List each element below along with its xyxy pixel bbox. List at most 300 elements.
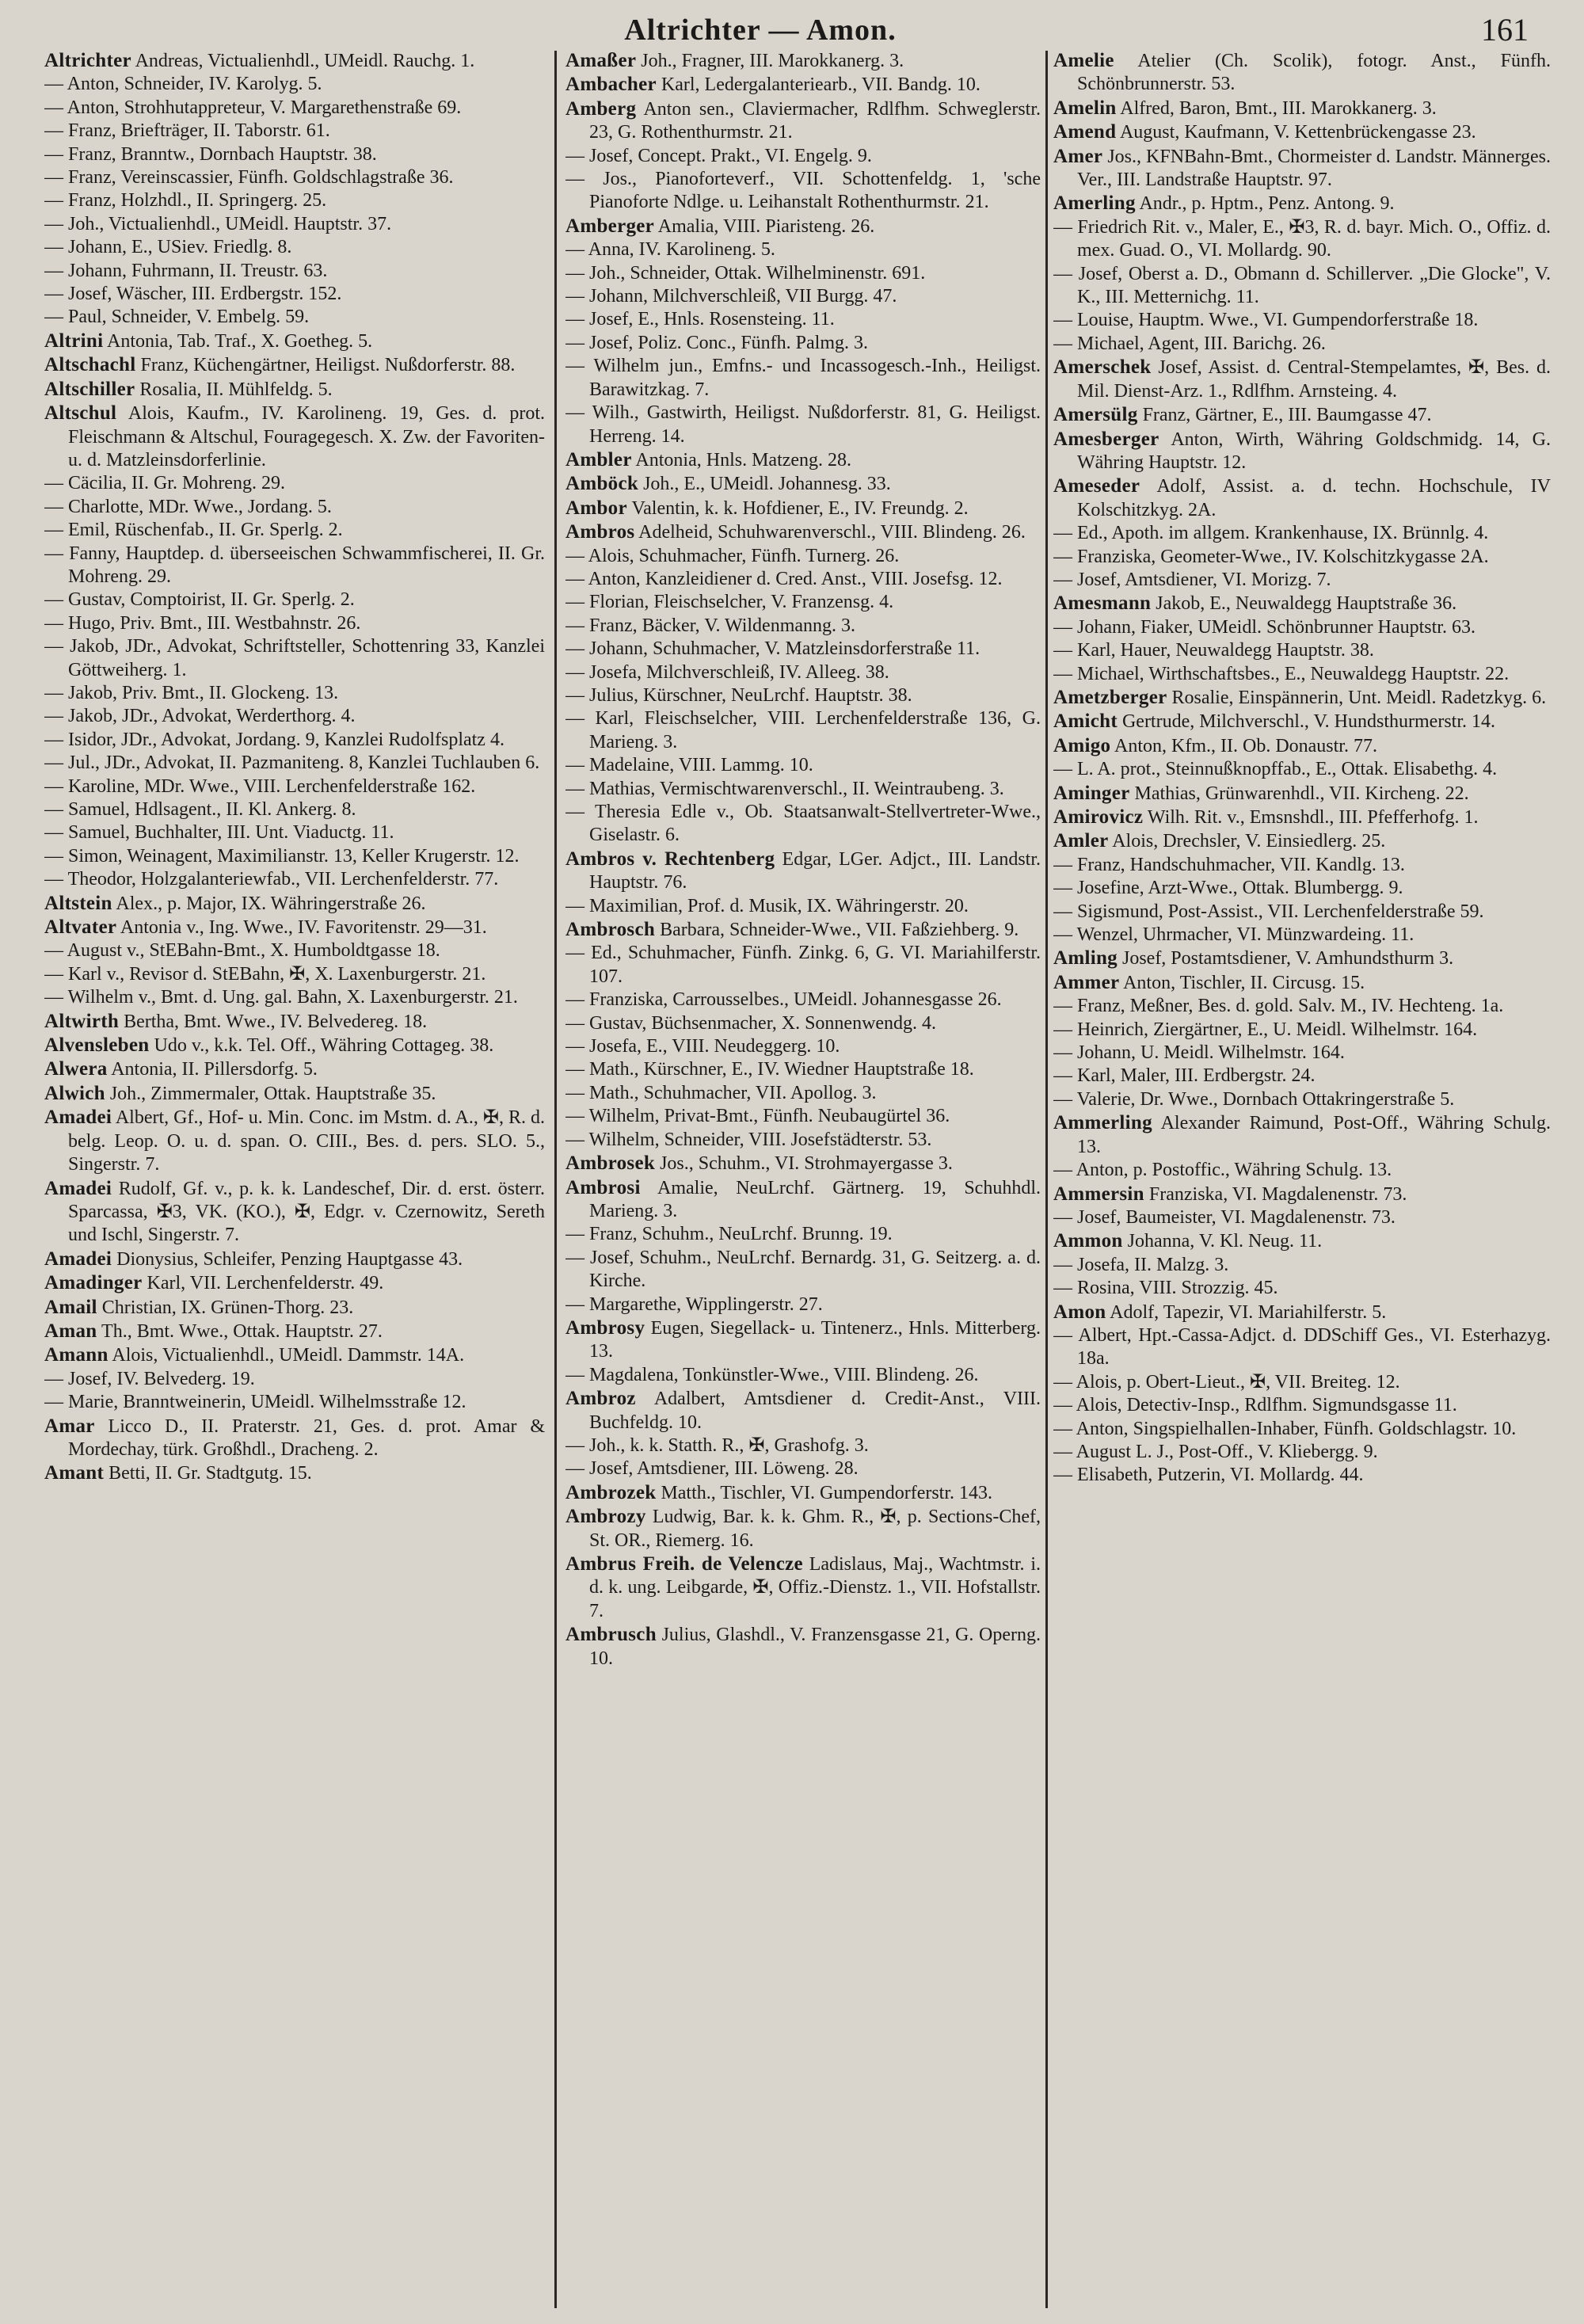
entry-details: — Joh., k. k. Statth. R., ✠, Grashofg. 3. [565, 1434, 869, 1456]
directory-entry [44, 916, 545, 939]
entry-details: — Josef, Poliz. Conc., Fünfh. Palmg. 3. [565, 332, 868, 353]
entry-details: Barbara, Schneider-Wwe., VII. Faßziehberg. 9. [655, 920, 1019, 941]
entry-surname: Ambros [565, 521, 635, 543]
directory-entry [565, 895, 1041, 918]
entry-details: — Charlotte, MDr. Wwe., Jordang. 5. [44, 496, 332, 517]
entry-details: — Franz, Briefträger, II. Taborstr. 61. [44, 120, 330, 142]
directory-entry [1053, 924, 1551, 947]
directory-entry [44, 798, 545, 821]
entry-details: Alfred, Baron, Bmt., III. Marokkanerg. 3. [1116, 97, 1437, 119]
entry-surname: Altvater [44, 916, 117, 939]
entry-surname: Amelie [1053, 50, 1114, 71]
directory-entry [44, 330, 545, 353]
directory-entry [44, 543, 545, 589]
entry-surname: Ammerling [1053, 1112, 1152, 1134]
entry-surname: Ambrosy [565, 1316, 645, 1339]
entry-details: — Johann, U. Meidl. Wilhelmstr. 164. [1053, 1042, 1345, 1064]
directory-entry [1053, 569, 1551, 592]
entry-surname: Ambrusch [565, 1624, 657, 1646]
entry-surname: Amböck [565, 473, 639, 495]
directory-entry [44, 306, 545, 329]
directory-entry [1053, 97, 1551, 120]
entry-details: — Wilh., Gastwirth, Heiligst. Nußdorferstr. 81, G. Heiligst. Herreng. 14. [565, 402, 1041, 447]
entry-details: — Albert, Hpt.-Cassa-Adjct. d. DDSchiff Ges., VI. Esterhazyg. 18a. [1053, 1324, 1551, 1370]
directory-entry [565, 262, 1041, 285]
entry-details: — Jakob, JDr., Advokat, Werderthorg. 4. [44, 706, 356, 727]
entry-details: — Anton, Schneider, IV. Karolyg. 5. [44, 74, 322, 95]
entry-details: Edgar, LGer. Adjct., III. Landstr. Hauptstr. 76. [589, 848, 1041, 893]
entry-details: — Mathias, Vermischtwarenverschl., II. Weintraubeng. 3. [565, 778, 1004, 799]
directory-entry [44, 1177, 545, 1248]
entry-details: — Isidor, JDr., Advokat, Jordang. 9, Kanzlei Rudolfsplatz 4. [44, 729, 505, 750]
entry-details: — Johann, Fuhrmann, II. Treustr. 63. [44, 260, 328, 281]
directory-entry [44, 378, 545, 402]
entry-details: Bertha, Bmt. Wwe., IV. Belvedereg. 18. [119, 1011, 428, 1032]
entry-details: — Fanny, Hauptdep. d. überseeischen Schwammfischerei, II. Gr. Mohreng. 29. [44, 543, 545, 587]
entry-details: — Julius, Kürschner, NeuLrchf. Hauptstr. 38. [565, 684, 912, 706]
entry-details: — Franz, Branntw., Dornbach Hauptstr. 38. [44, 143, 377, 165]
directory-entry [44, 1320, 545, 1343]
entry-details: — Cäcilia, II. Gr. Mohreng. 29. [44, 473, 285, 494]
entry-details: Rudolf, Gf. v., p. k. k. Landeschef, Dir. d. erst. österr. Sparcassa, ✠3, VK. (KO.), ✠, Edgr. v. Czernowitz, Sereth und Ischl, Singerstr. 7. [68, 1178, 545, 1246]
entry-surname: Ambor [565, 497, 627, 519]
entry-details: — Franz, Vereinscassier, Fünfh. Goldschlagstraße 36. [44, 167, 454, 189]
entry-details: — Samuel, Buchhalter, III. Unt. Viaductg. 11. [44, 822, 394, 844]
entry-details: — Theresia Edle v., Ob. Staatsanwalt-Stellvertreter-Wwe., Giselastr. 6. [565, 802, 1041, 846]
entry-details: — Louise, Hauptm. Wwe., VI. Gumpendorferstraße 18. [1053, 310, 1479, 331]
directory-entry [44, 1106, 545, 1176]
entry-details: Adelheid, Schuhwarenverschl., VIII. Blindeng. 26. [634, 522, 1026, 543]
directory-entry [1053, 1206, 1551, 1229]
entry-details: — Marie, Branntweinerin, UMeidl. Wilhelmsstraße 12. [44, 1392, 466, 1413]
entry-surname: Ambrozek [565, 1481, 657, 1503]
entry-details: — Karoline, MDr. Wwe., VIII. Lerchenfelderstraße 162. [44, 775, 476, 797]
entry-surname: Amon [1053, 1301, 1106, 1323]
directory-entry [1053, 216, 1551, 263]
entry-details: — Wenzel, Uhrmacher, VI. Münzwardeing. 11. [1053, 924, 1415, 946]
entry-surname: Ammon [1053, 1230, 1123, 1252]
directory-entry [44, 49, 545, 73]
page-header [0, 6, 1584, 54]
directory-entry [44, 283, 545, 306]
entry-surname: Altschachl [44, 354, 136, 376]
directory-entry [44, 752, 545, 775]
entry-details: Rosalia, II. Mühlfeldg. 5. [135, 379, 333, 400]
entry-surname: Ambler [565, 448, 632, 471]
entry-details: Karl, Ledergalanteriearb., VII. Bandg. 10. [656, 74, 980, 96]
directory-entry [44, 1343, 545, 1367]
directory-entry [44, 845, 545, 868]
entry-surname: Amer [1053, 145, 1103, 167]
directory-entry [565, 520, 1041, 544]
directory-entry [1053, 806, 1551, 829]
directory-entry [565, 1293, 1041, 1316]
entry-details: — Josefine, Arzt-Wwe., Ottak. Blumbergg. 9. [1053, 878, 1403, 899]
directory-entry [1053, 1019, 1551, 1042]
directory-entry [565, 801, 1041, 848]
directory-entry [1053, 403, 1551, 427]
entry-surname: Ambrus Freih. de Velencze [565, 1553, 803, 1575]
entry-details: Anton, Wirth, Währing Goldschmidg. 14, G. Währing Hauptstr. 12. [1077, 429, 1551, 473]
directory-entry [1053, 1277, 1551, 1300]
directory-entry [565, 1481, 1041, 1505]
entry-surname: Ambacher [565, 74, 657, 96]
entry-surname: Ammer [1053, 971, 1120, 993]
entry-surname: Amant [44, 1462, 105, 1484]
entry-details: Atelier (Ch. Scolik), fotogr. Anst., Fünfh. Schönbrunnerstr. 53. [1077, 51, 1551, 95]
entry-details: — Rosina, VIII. Strozzig. 45. [1053, 1278, 1278, 1299]
entry-details: — Madelaine, VIII. Lammg. 10. [565, 755, 813, 776]
entry-surname: Amaßer [565, 50, 637, 71]
directory-entry [1053, 901, 1551, 924]
entry-details: — Franz, Schuhm., NeuLrchf. Brunng. 19. [565, 1224, 893, 1245]
entry-surname: Amicht [1053, 711, 1118, 733]
entry-surname: Amadei [44, 1107, 112, 1129]
entry-details: Jos., Schuhm., VI. Strohmayergasse 3. [655, 1153, 953, 1175]
entry-details: Ludwig, Bar. k. k. Ghm. R., ✠, p. Sections-Chef, St. OR., Riemerg. 16. [589, 1507, 1041, 1551]
entry-details: Eugen, Siegellack- u. Tintenerz., Hnls. Mitterberg. 13. [589, 1317, 1041, 1362]
entry-surname: Ametzberger [1053, 686, 1167, 708]
directory-entry [565, 754, 1041, 777]
entry-details: — Josef, IV. Belvederg. 19. [44, 1368, 255, 1389]
directory-entry [44, 1034, 545, 1057]
directory-entry [1053, 145, 1551, 192]
directory-entry [565, 661, 1041, 684]
entry-details: Josef, Assist. d. Central-Stempelamtes, ✠, Bes. d. Mil. Dienst-Arz. 1., Rdlfhm. Arnsteing. 4. [1077, 357, 1551, 402]
directory-entry [1053, 1088, 1551, 1111]
directory-entry [1053, 1229, 1551, 1253]
entry-details: Matth., Tischler, VI. Gumpendorferstr. 143. [656, 1482, 993, 1503]
entry-details: — August L. J., Post-Off., V. Kliebergg. 9. [1053, 1441, 1378, 1462]
directory-entry [44, 682, 545, 705]
directory-entry [565, 1058, 1041, 1081]
directory-entry [1053, 1394, 1551, 1417]
directory-entry [44, 166, 545, 189]
directory-entry [44, 821, 545, 844]
directory-entry [565, 448, 1041, 472]
entry-details: — Alois, p. Obert-Lieut., ✠, VII. Breiteg. 12. [1053, 1371, 1400, 1392]
directory-entry [565, 308, 1041, 331]
directory-entry [1053, 782, 1551, 806]
entry-details: — Jos., Pianoforteverf., VII. Schottenfeldg. 1, 'sche Pianoforte Ndlge. u. Leihanstalt Rothenthurmstr. 21. [565, 169, 1041, 213]
entry-details: — Josef, Schuhm., NeuLrchf. Bernardg. 31, G. Seitzerg. a. d. Kirche. [565, 1247, 1041, 1292]
directory-entry [565, 285, 1041, 308]
entry-details: — Franz, Bäcker, V. Wildenmanng. 3. [565, 615, 856, 636]
entry-details: Albert, Gf., Hof- u. Min. Conc. im Mstm. d. A., ✠, R. d. belg. Leop. O. u. d. span. O. CIII., Bes. d. pers. SLO. 5., Singerstr. 7. [68, 1107, 545, 1175]
directory-entry [44, 892, 545, 916]
entry-details: — Johann, Fiaker, UMeidl. Schönbrunner Hauptstr. 63. [1053, 616, 1475, 638]
entry-details: — Math., Kürschner, E., IV. Wiedner Hauptstraße 18. [565, 1059, 974, 1080]
directory-entry [1053, 663, 1551, 686]
entry-details: — Math., Schuhmacher, VII. Apollog. 3. [565, 1082, 877, 1103]
directory-entry [565, 778, 1041, 801]
entry-details: Th., Bmt. Wwe., Ottak. Hauptstr. 27. [97, 1320, 383, 1342]
entry-details: — Samuel, Hdlsagent., II. Kl. Ankerg. 8. [44, 799, 356, 820]
entry-details: Adalbert, Amtsdiener d. Credit-Anst., VIII. Buchfeldg. 10. [589, 1389, 1041, 1433]
entry-details: — Valerie, Dr. Wwe., Dornbach Ottakringerstraße 5. [1053, 1088, 1455, 1110]
entry-details: — Paul, Schneider, V. Embelg. 59. [44, 307, 310, 328]
entry-details: Anton, Kfm., II. Ob. Donaustr. 77. [1110, 735, 1377, 756]
directory-entry [1053, 120, 1551, 144]
entry-details: — Wilhelm v., Bmt. d. Ung. gal. Bahn, X. Laxenburgerstr. 21. [44, 987, 518, 1008]
directory-entry [1053, 710, 1551, 733]
entry-surname: Altrini [44, 330, 104, 352]
entry-details: — Wilhelm, Schneider, VIII. Josefstädterstr. 53. [565, 1129, 932, 1150]
entry-details: — Elisabeth, Putzerin, VI. Mollardg. 44. [1053, 1465, 1364, 1486]
directory-entry [1053, 947, 1551, 970]
entry-surname: Amigo [1053, 734, 1111, 756]
directory-entry [44, 729, 545, 752]
directory-entry [565, 49, 1041, 73]
entry-details: Ladislaus, Maj., Wachtmstr. i. d. k. ung. Leibgarde, ✠, Offiz.-Dienstz. 1., VII. Hofstallstr. 7. [589, 1554, 1041, 1621]
entry-surname: Amler [1053, 830, 1109, 852]
directory-entry [1053, 1111, 1551, 1159]
entry-surname: Ambros v. Rechtenberg [565, 848, 775, 870]
entry-surname: Amail [44, 1296, 97, 1318]
directory-entry [1053, 546, 1551, 569]
running-title: Altrichter — Amon. [624, 13, 897, 47]
entry-details: — Jul., JDr., Advokat, II. Pazmaniteng. 8, Kanzlei Tuchlauben 6. [44, 752, 540, 774]
entry-details: — Ed., Schuhmacher, Fünfh. Zinkg. 6, G. VI. Mariahilferstr. 107. [565, 943, 1041, 987]
directory-entry [1053, 758, 1551, 781]
entry-details: Karl, VII. Lerchenfelderstr. 49. [142, 1273, 384, 1294]
directory-entry [44, 236, 545, 259]
entry-details: Joh., Zimmermaler, Ottak. Hauptstraße 35. [105, 1083, 436, 1104]
entry-details: Alexander Raimund, Post-Off., Währing Schulg. 13. [1077, 1113, 1551, 1157]
entry-details: — Gustav, Büchsenmacher, X. Sonnenwendg. 4. [565, 1012, 937, 1034]
directory-entry [1053, 734, 1551, 758]
directory-entry [44, 519, 545, 542]
column-divider [554, 51, 557, 2308]
directory-entry [565, 1105, 1041, 1128]
entry-details: — Joh., Schneider, Ottak. Wilhelminenstr. 691. [565, 262, 926, 284]
entry-details: Franz, Gärtner, E., III. Baumgasse 47. [1137, 405, 1432, 426]
directory-entry [565, 918, 1041, 942]
entry-details: — Franz, Meßner, Bes. d. gold. Salv. M., IV. Hechteng. 1a. [1053, 996, 1504, 1017]
directory-entry [44, 1271, 545, 1295]
entry-details: — Gustav, Comptoirist, II. Gr. Sperlg. 2. [44, 589, 355, 611]
directory-entry [565, 497, 1041, 520]
column-1 [44, 49, 545, 2314]
entry-details: Alois, Victualienhdl., UMeidl. Dammstr. 14A. [108, 1345, 465, 1366]
directory-entry [1053, 192, 1551, 215]
entry-details: — Florian, Fleischselcher, V. Franzensg. 4. [565, 592, 894, 613]
entry-details: Johanna, V. Kl. Neug. 11. [1122, 1231, 1323, 1252]
entry-details: Adolf, Assist. a. d. techn. Hochschule, IV Kolschitzkyg. 2A. [1077, 476, 1551, 520]
directory-entry [44, 260, 545, 283]
entry-details: — Michael, Wirthschaftsbes., E., Neuwaldegg Hauptstr. 22. [1053, 663, 1510, 684]
entry-details: — Alois, Detectiv-Insp., Rdlfhm. Sigmundsgasse 11. [1053, 1395, 1457, 1416]
directory-entry [565, 591, 1041, 614]
directory-entry [44, 1368, 545, 1391]
entry-details: Valentin, k. k. Hofdiener, E., IV. Freundg. 2. [626, 497, 969, 519]
entry-details: — Josef, Baumeister, VI. Magdalenenstr. 73. [1053, 1206, 1396, 1228]
directory-entry [1053, 1301, 1551, 1324]
entry-surname: Amelin [1053, 97, 1117, 119]
directory-entry [565, 1387, 1041, 1434]
entry-details: — Hugo, Priv. Bmt., III. Westbahnstr. 26. [44, 612, 361, 634]
entry-details: Amalie, NeuLrchf. Gärtnerg. 19, Schuhhdl. Marieng. 3. [589, 1177, 1041, 1221]
entry-details: August, Kaufmann, V. Kettenbrückengasse 23. [1116, 122, 1476, 143]
entry-details: Mathias, Grünwarenhdl., VII. Kircheng. 22. [1129, 783, 1469, 804]
entry-details: — Josefa, II. Malzg. 3. [1053, 1254, 1229, 1275]
entry-details: Antonia v., Ing. Wwe., IV. Favoritenstr. 29—31. [116, 917, 487, 939]
entry-details: — Josef, Amtsdiener, III. Löweng. 28. [565, 1458, 859, 1480]
entry-surname: Ambrosek [565, 1152, 656, 1175]
directory-entry [44, 612, 545, 635]
entry-surname: Altstein [44, 892, 112, 914]
directory-entry [565, 545, 1041, 568]
directory-entry [44, 189, 545, 212]
entry-details: Gertrude, Milchverschl., V. Hundsthurmerstr. 14. [1117, 711, 1495, 733]
directory-entry [1053, 639, 1551, 662]
directory-entry [1053, 1042, 1551, 1065]
entry-details: Anton, Tischler, II. Circusg. 15. [1119, 972, 1365, 993]
entry-details: — Josef, Oberst a. D., Obmann d. Schillerver. „Die Glocke", V. K., III. Metternichg. 11. [1053, 263, 1551, 308]
directory-entry [44, 213, 545, 236]
entry-details: Alois, Kaufm., IV. Karolineng. 19, Ges. d. prot. Fleischmann & Altschul, Fouragegesch. X. Zw. der Favoriten- u. d. Matzleinsdorferlinie. [68, 403, 545, 471]
entry-details: — August v., StEBahn-Bmt., X. Humboldtgasse 18. [44, 940, 440, 962]
entry-details: — Josef, Wäscher, III. Erdbergstr. 152. [44, 284, 342, 305]
entry-surname: Ambrozy [565, 1506, 646, 1528]
directory-entry [565, 97, 1041, 145]
entry-details: — Josef, Amtsdiener, VI. Morizg. 7. [1053, 569, 1331, 590]
directory-entry [1053, 309, 1551, 332]
directory-entry [1053, 1183, 1551, 1206]
entry-surname: Amberg [565, 97, 637, 120]
directory-entry [565, 1364, 1041, 1387]
entry-details: — Josef, Concept. Prakt., VI. Engelg. 9. [565, 145, 872, 166]
entry-details: Adolf, Tapezir, VI. Mariahilferstr. 5. [1106, 1301, 1387, 1323]
entry-surname: Altrichter [44, 50, 131, 71]
directory-entry [565, 615, 1041, 638]
directory-entry [565, 1082, 1041, 1105]
directory-entry [565, 1457, 1041, 1480]
entry-details: — Joh., Victualienhdl., UMeidl. Hauptstr. 37. [44, 213, 392, 234]
entry-details: — Simon, Weinagent, Maximilianstr. 13, Keller Krugerstr. 12. [44, 845, 520, 867]
directory-entry [44, 472, 545, 495]
entry-details: — Josef, E., Hnls. Rosensteing. 11. [565, 309, 835, 330]
entry-surname: Altwirth [44, 1010, 120, 1032]
entry-details: Christian, IX. Grünen-Thorg. 23. [97, 1297, 354, 1318]
entry-surname: Amadei [44, 1248, 112, 1270]
entry-details: — Karl, Maler, III. Erdbergstr. 24. [1053, 1065, 1316, 1087]
directory-entry [565, 215, 1041, 238]
directory-entry [565, 638, 1041, 661]
directory-entry [44, 496, 545, 519]
directory-entry [565, 145, 1041, 168]
directory-entry [1053, 522, 1551, 545]
entry-details: Joh., E., UMeidl. Johannesg. 33. [638, 474, 891, 495]
entry-surname: Amling [1053, 947, 1118, 970]
entry-details: — Alois, Schuhmacher, Fünfh. Turnerg. 26. [565, 545, 900, 566]
entry-surname: Amerling [1053, 192, 1136, 215]
entry-surname: Amesberger [1053, 428, 1159, 450]
directory-entry [565, 1553, 1041, 1623]
entry-surname: Aman [44, 1320, 97, 1342]
directory-entry [44, 589, 545, 611]
directory-entry [565, 989, 1041, 1012]
entry-surname: Alvensleben [44, 1034, 150, 1057]
entry-details: Licco D., II. Praterstr. 21, Ges. d. prot. Amar & Mordechay, türk. Großhdl., Dracheng. 2. [68, 1415, 545, 1460]
entry-details: Franziska, VI. Magdalenenstr. 73. [1144, 1183, 1407, 1205]
entry-details: — Wilhelm jun., Emfns.- und Incassogesch.-Inh., Heiligst. Barawitzkag. 7. [565, 356, 1041, 400]
entry-details: Antonia, Hnls. Matzeng. 28. [631, 449, 852, 471]
directory-entry [565, 1035, 1041, 1058]
directory-entry [44, 1296, 545, 1320]
directory-entry [1053, 592, 1551, 615]
entry-details: Wilh. Rit. v., Emsnshdl., III. Pfefferhofg. 1. [1143, 807, 1479, 828]
directory-entry [565, 848, 1041, 895]
directory-entry [565, 684, 1041, 707]
directory-entry [565, 1223, 1041, 1246]
entry-surname: Amerschek [1053, 356, 1152, 379]
page-number: 161 [1481, 12, 1529, 48]
directory-entry [44, 1415, 545, 1462]
directory-entry [44, 1248, 545, 1271]
entry-details: Jakob, E., Neuwaldegg Hauptstraße 36. [1151, 593, 1457, 615]
directory-entry [1053, 1418, 1551, 1441]
directory-entry [1053, 971, 1551, 995]
entry-details: — Anna, IV. Karolineng. 5. [565, 239, 775, 261]
entry-surname: Amadei [44, 1177, 112, 1199]
directory-entry [1053, 1371, 1551, 1394]
column-3 [1053, 49, 1551, 2314]
directory-entry [565, 1316, 1041, 1364]
entry-surname: Alwich [44, 1082, 105, 1104]
entry-surname: Ambrosi [565, 1176, 641, 1198]
entry-details: — Wilhelm, Privat-Bmt., Fünfh. Neubaugürtel 36. [565, 1106, 950, 1127]
directory-entry [565, 238, 1041, 261]
directory-entry [565, 1012, 1041, 1035]
directory-entry [1053, 829, 1551, 853]
entry-surname: Amberger [565, 215, 655, 237]
entry-details: — Franziska, Carrousselbes., UMeidl. Johannesgasse 26. [565, 989, 1002, 1011]
directory-entry [565, 73, 1041, 97]
entry-surname: Altschiller [44, 378, 135, 400]
entry-details: Antonia, II. Pillersdorfg. 5. [107, 1059, 318, 1080]
entry-details: — Magdalena, Tonkünstler-Wwe., VIII. Blindeng. 26. [565, 1364, 979, 1385]
entry-details: — Karl v., Revisor d. StEBahn, ✠, X. Laxenburgerstr. 21. [44, 963, 486, 985]
entry-details: — Michael, Agent, III. Barichg. 26. [1053, 333, 1326, 354]
directory-entry [44, 97, 545, 120]
entry-details: Alois, Drechsler, V. Einsiedlerg. 25. [1108, 831, 1386, 852]
directory-entry [1053, 49, 1551, 97]
directory-entry [565, 1434, 1041, 1457]
entry-details: Joh., Fragner, III. Marokkanerg. 3. [636, 51, 904, 71]
entry-details: — Jakob, JDr., Advokat, Schriftsteller, Schottenring 33, Kanzlei Göttweiherg. 1. [44, 636, 545, 680]
entry-surname: Amann [44, 1344, 109, 1366]
directory-entry [1053, 1324, 1551, 1371]
directory-entry [44, 939, 545, 962]
directory-entry [565, 568, 1041, 591]
directory-entry [1053, 686, 1551, 710]
entry-surname: Amirovicz [1053, 806, 1144, 828]
directory-entry [1053, 1254, 1551, 1277]
directory-entry [44, 1082, 545, 1106]
entry-details: — Josefa, E., VIII. Neudeggerg. 10. [565, 1036, 840, 1057]
directory-entry [44, 1010, 545, 1034]
directory-entry [565, 1152, 1041, 1175]
entry-details: Andreas, Victualienhdl., UMeidl. Rauchg. 1. [131, 51, 475, 71]
directory-entry [1053, 474, 1551, 522]
entry-details: — Emil, Rüschenfab., II. Gr. Sperlg. 2. [44, 520, 343, 541]
entry-details: — Margarethe, Wipplingerstr. 27. [565, 1293, 823, 1315]
entry-surname: Ameseder [1053, 475, 1140, 497]
directory-entry [44, 73, 545, 96]
entry-details: Julius, Glashdl., V. Franzensgasse 21, G. Operng. 10. [589, 1625, 1041, 1669]
directory-entry [44, 402, 545, 472]
